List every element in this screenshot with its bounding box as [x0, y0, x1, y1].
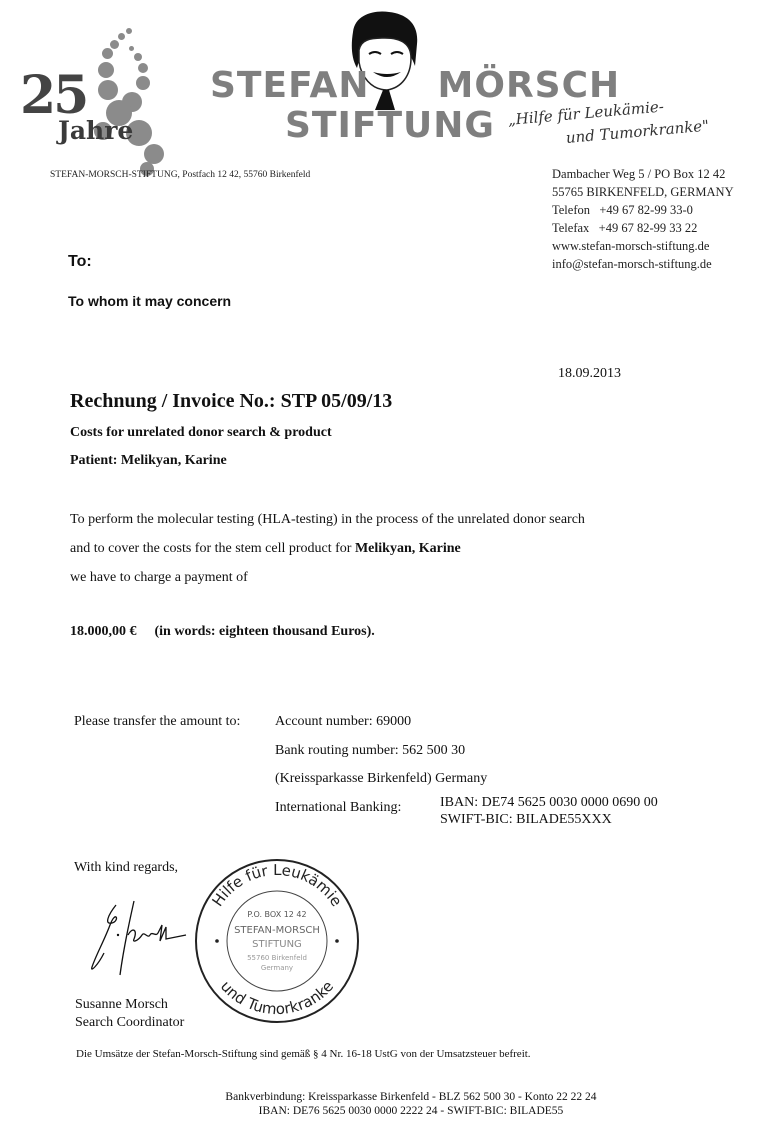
amount-value: 18.000,00 €: [70, 624, 137, 639]
international-banking-label: International Banking:: [275, 799, 402, 815]
body-line-3: we have to charge a payment of: [70, 570, 248, 585]
stamp-ring-top-text: Hilfe für Leukämie: [208, 860, 346, 910]
stamp-country: Germany: [260, 964, 294, 972]
signer-title: Search Coordinator: [75, 1015, 185, 1030]
logo-dot: [126, 28, 132, 34]
brand-name-line1: [210, 65, 621, 106]
bank-footer: [0, 1090, 762, 1118]
routing-number: Bank routing number: 562 500 30: [275, 742, 466, 758]
tagline-line2: und Tumorkranke": [565, 116, 710, 147]
patient-name: Patient: Melikyan, Karine: [70, 453, 227, 468]
signer-name: Susanne Morsch: [75, 997, 168, 1012]
tagline-line1: „Hilfe für Leukämie-: [507, 97, 665, 129]
body-patient-name: Melikyan, Karine: [354, 541, 461, 556]
signer-block: [75, 996, 184, 1032]
stamp-ring-bottom: [217, 977, 337, 1018]
contact-fax: Telefax +49 67 82-99 33 22: [552, 221, 698, 235]
logo-dot: [129, 46, 134, 51]
handwritten-signature: [86, 895, 196, 980]
jubilee-logo: [14, 26, 184, 156]
tax-exemption-note: Die Umsätze der Stefan-Morsch-Stiftung sind gemäß § 4 Nr. 16-18 UstG von der Umsatzsteuer befreit.: [76, 1048, 531, 1060]
stamp-org-line2: STIFTUNG: [252, 939, 302, 950]
logo-dot: [138, 63, 148, 73]
amount-in-words: (in words: eighteen thousand Euros).: [154, 624, 375, 639]
body-line-2: [70, 534, 585, 563]
invoice-title: Rechnung / Invoice No.: STP 05/09/13: [70, 390, 393, 412]
amount-line: [70, 624, 375, 640]
stamp-ring-top: [208, 861, 345, 910]
stamp-ring-bottom-text: und Tumorkranke: [216, 977, 338, 1019]
sender-return-address: STEFAN-MORSCH-STIFTUNG, Postfach 12 42, 55760 Birkenfeld: [50, 170, 311, 180]
brand-last-name: MÖRSCH: [437, 65, 621, 106]
logo-dot: [118, 33, 125, 40]
bank-footer-line2: IBAN: DE76 5625 0030 0000 2222 24 - SWIFT-BIC: BILADE55: [258, 1105, 564, 1117]
contact-phone: Telefon +49 67 82-99 33-0: [552, 203, 693, 217]
stamp-po-box: P.O. BOX 12 42: [247, 910, 307, 919]
brand-name-line2: STIFTUNG: [285, 105, 495, 146]
logo-dot: [102, 48, 113, 59]
logo-dot: [144, 144, 164, 164]
organization-stamp: [193, 857, 361, 1025]
body-line-1: To perform the molecular testing (HLA-testing) in the process of the unrelated donor search: [70, 512, 585, 527]
logo-dot: [136, 76, 150, 90]
stamp-org-line1: STEFAN-MORSCH: [234, 925, 320, 936]
bank-name: (Kreissparkasse Birkenfeld) Germany: [275, 771, 488, 786]
brand-first-name: STEFAN: [210, 65, 370, 106]
contact-address: Dambacher Weg 5 / PO Box 12 42: [552, 167, 726, 181]
iban: IBAN: DE74 5625 0030 0000 0690 00: [440, 795, 658, 810]
jubilee-number: 25: [20, 65, 87, 126]
to-label: To:: [68, 253, 92, 270]
logo-dot: [98, 80, 118, 100]
jubilee-word: Jahre: [58, 116, 134, 145]
contact-email[interactable]: info@stefan-morsch-stiftung.de: [552, 257, 712, 271]
international-banking-details: [440, 794, 658, 828]
recipient: To whom it may concern: [68, 293, 232, 309]
logo-dot: [110, 40, 119, 49]
logo-dot: [98, 62, 114, 78]
bank-footer-line1: Bankverbindung: Kreissparkasse Birkenfeld - BLZ 562 500 30 - Konto 22 22 24: [225, 1091, 597, 1103]
letter-date: 18.09.2013: [558, 366, 621, 381]
contact-city: 55765 BIRKENFELD, GERMANY: [552, 185, 734, 199]
body-paragraph: [70, 505, 585, 592]
stamp-city: 55760 Birkenfeld: [247, 954, 307, 962]
body-line-2-text: and to cover the costs for the stem cell product for: [70, 541, 355, 556]
transfer-intro: Please transfer the amount to:: [74, 714, 241, 729]
contact-block: [552, 165, 734, 273]
swift-bic: SWIFT-BIC: BILADE55XXX: [440, 812, 612, 827]
closing-regards: With kind regards,: [74, 860, 179, 875]
invoice-subject: Costs for unrelated donor search & product: [70, 425, 332, 440]
account-number: Account number: 69000: [275, 714, 412, 729]
contact-website[interactable]: www.stefan-morsch-stiftung.de: [552, 239, 710, 253]
logo-dot: [134, 53, 142, 61]
